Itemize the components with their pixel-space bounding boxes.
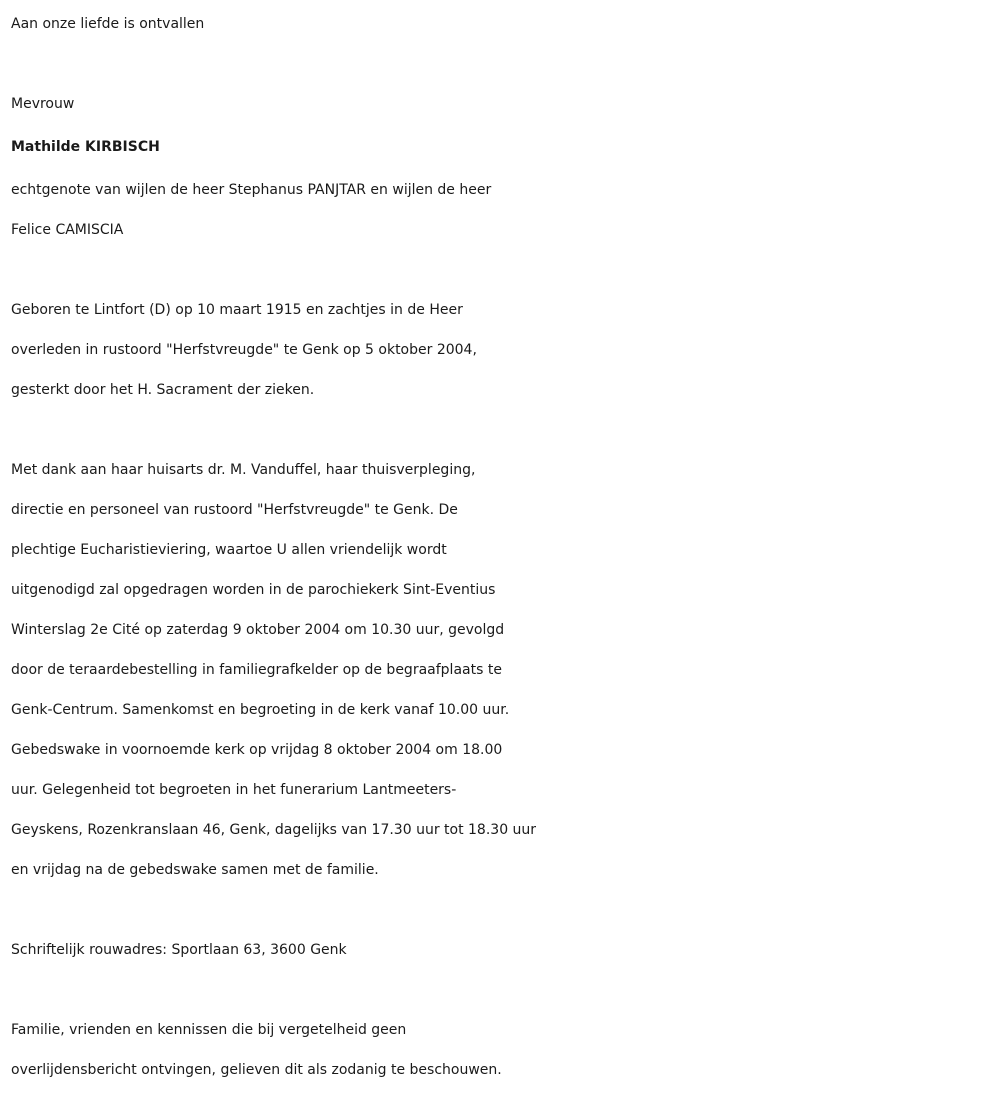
text-line: uur. Gelegenheid tot begroeten in het funerarium Lantmeeters- <box>11 782 457 798</box>
obituary-notice <box>11 4 991 1090</box>
intro-line: Aan onze liefde is ontvallen <box>11 16 205 32</box>
text-line: door de teraardebestelling in familiegrafkelder op de begraafplaats te <box>11 662 502 678</box>
text-line: Felice CAMISCIA <box>11 222 124 238</box>
text-line: Gebedswake in voornoemde kerk op vrijdag 8 oktober 2004 om 18.00 <box>11 742 503 758</box>
text-line: overlijdensbericht ontvingen, gelieven dit als zodanig te beschouwen. <box>11 1062 502 1078</box>
text-line: gesterkt door het H. Sacrament der zieken. <box>11 382 315 398</box>
text-line: Met dank aan haar huisarts dr. M. Vanduffel, haar thuisverpleging, <box>11 462 476 478</box>
spacer <box>11 970 991 1010</box>
ceremony-paragraph <box>11 450 991 890</box>
spacer <box>11 890 991 930</box>
text-line: Genk-Centrum. Samenkomst en begroeting in de kerk vanaf 10.00 uur. <box>11 702 510 718</box>
text-line: Winterslag 2e Cité op zaterdag 9 oktober 2004 om 10.30 uur, gevolgd <box>11 622 505 638</box>
mourning-address: Schriftelijk rouwadres: Sportlaan 63, 3600 Genk <box>11 942 347 958</box>
text-line: en vrijdag na de gebedswake samen met de familie. <box>11 862 379 878</box>
text-line: overleden in rustoord "Herfstvreugde" te Genk op 5 oktober 2004, <box>11 342 477 358</box>
spacer <box>11 44 991 84</box>
text-line: Familie, vrienden en kennissen die bij vergetelheid geen <box>11 1022 407 1038</box>
salutation: Mevrouw <box>11 96 75 112</box>
closing-paragraph <box>11 1010 991 1090</box>
spacer <box>11 410 991 450</box>
deceased-name: Mathilde KIRBISCH <box>11 139 160 155</box>
spouse-paragraph <box>11 170 991 250</box>
birth-death-paragraph <box>11 290 991 410</box>
text-line: echtgenote van wijlen de heer Stephanus PANJTAR en wijlen de heer <box>11 182 492 198</box>
spacer <box>11 250 991 290</box>
text-line: Geboren te Lintfort (D) op 10 maart 1915 en zachtjes in de Heer <box>11 302 463 318</box>
text-line: directie en personeel van rustoord "Herfstvreugde" te Genk. De <box>11 502 458 518</box>
text-line: uitgenodigd zal opgedragen worden in de parochiekerk Sint-Eventius <box>11 582 496 598</box>
text-line: Geyskens, Rozenkranslaan 46, Genk, dagelijks van 17.30 uur tot 18.30 uur <box>11 822 537 838</box>
text-line: plechtige Eucharistieviering, waartoe U allen vriendelijk wordt <box>11 542 447 558</box>
